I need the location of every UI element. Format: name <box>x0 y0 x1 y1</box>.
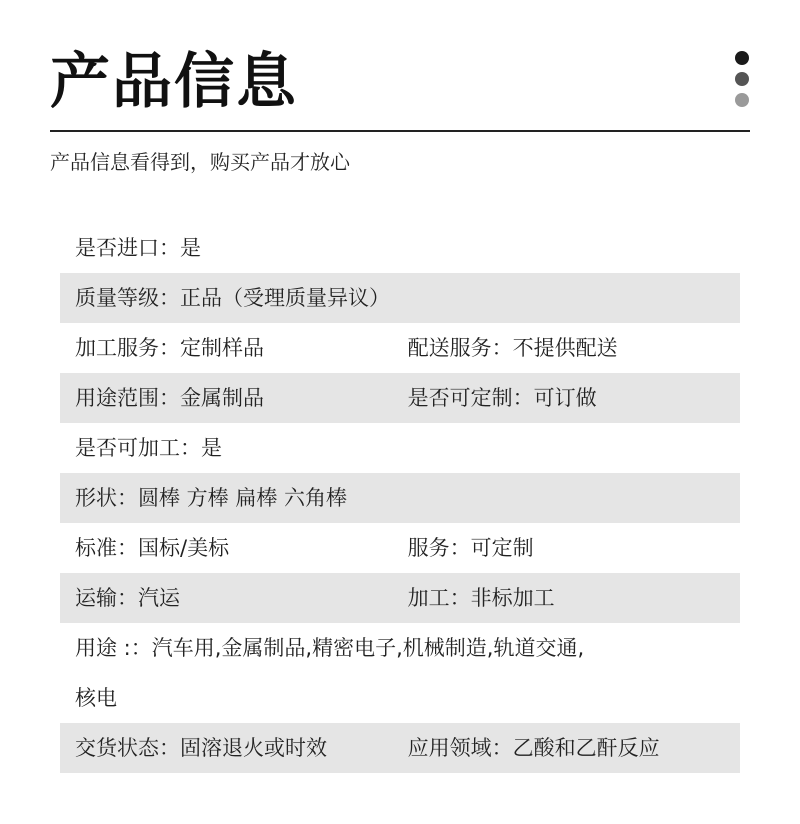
menu-dots-icon <box>735 51 751 114</box>
info-cell: 形状：圆棒 方棒 扁棒 六角棒 <box>75 486 348 510</box>
title-divider <box>50 130 750 132</box>
info-row <box>60 523 740 573</box>
info-cell: 质量等级：正品（受理质量异议） <box>75 286 390 310</box>
page-title: 产品信息 <box>50 47 298 117</box>
info-row <box>60 373 740 423</box>
info-row <box>60 573 740 623</box>
info-cell: 加工：非标加工 <box>407 586 555 610</box>
info-cell: 配送服务：不提供配送 <box>407 336 618 360</box>
product-info-table <box>60 223 740 773</box>
info-row <box>60 423 740 473</box>
dot-3 <box>735 93 749 107</box>
info-cell: 用途范围：金属制品 <box>75 386 264 410</box>
info-cell: 标准：国标/美标 <box>75 536 230 560</box>
info-row <box>60 223 740 273</box>
dot-1 <box>735 51 749 65</box>
info-row <box>60 623 740 673</box>
info-cell: 是否进口：是 <box>75 236 201 260</box>
info-cell: 运输：汽运 <box>75 586 180 610</box>
info-cell: 是否可加工：是 <box>75 436 222 460</box>
info-cell: 应用领域：乙酸和乙酐反应 <box>407 736 660 760</box>
info-cell: 核电 <box>75 686 117 710</box>
info-row <box>60 723 740 773</box>
info-cell: 用途 :：汽车用,金属制品,精密电子,机械制造,轨道交通, <box>75 636 585 660</box>
info-row <box>60 273 740 323</box>
info-cell: 加工服务：定制样品 <box>75 336 264 360</box>
info-row <box>60 673 740 723</box>
info-row <box>60 473 740 523</box>
dot-2 <box>735 72 749 86</box>
info-cell: 是否可定制：可订做 <box>407 386 597 410</box>
info-cell: 服务：可定制 <box>407 536 534 560</box>
info-cell: 交货状态：固溶退火或时效 <box>75 736 327 760</box>
page-subtitle: 产品信息看得到，购买产品才放心 <box>50 150 350 174</box>
info-row <box>60 323 740 373</box>
